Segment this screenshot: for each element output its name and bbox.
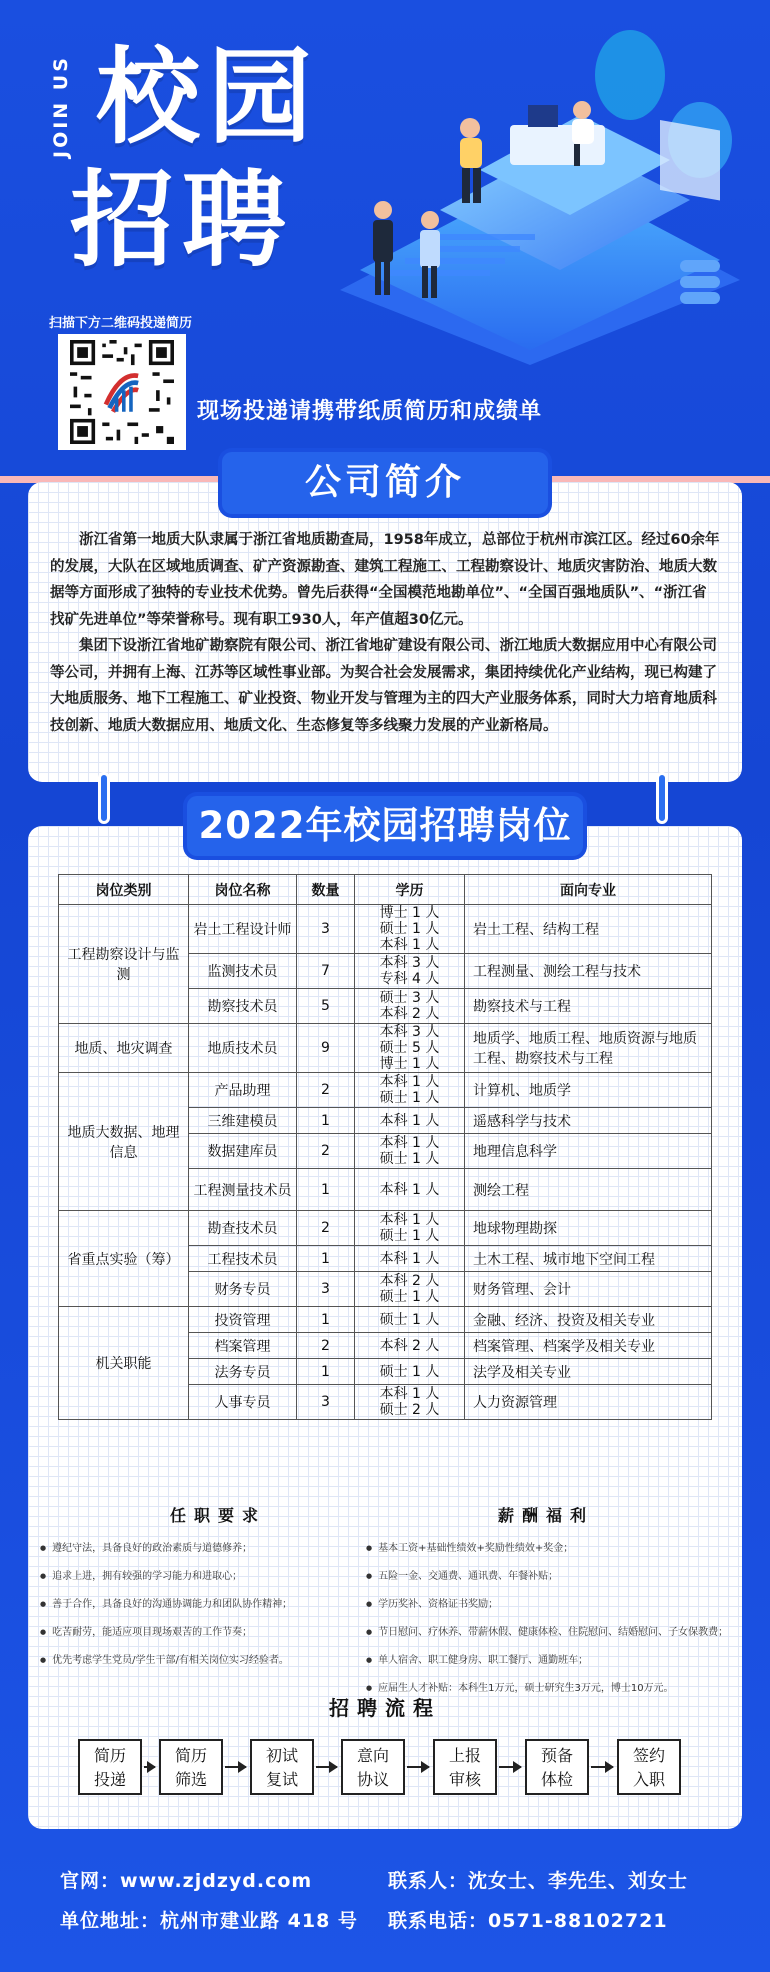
join-us-label: JOIN US bbox=[50, 55, 72, 158]
education-line: 本科 1 人 bbox=[379, 1250, 440, 1267]
table-header-row bbox=[59, 875, 712, 905]
benefit-item-text: ● 学历奖补、资格证书奖励； bbox=[378, 1598, 499, 1610]
major-cell: 地球物理勘探 bbox=[465, 1211, 712, 1246]
requirement-item bbox=[40, 1534, 360, 1562]
process-title: 招聘流程 bbox=[329, 1696, 441, 1720]
count-cell: 9 bbox=[297, 1024, 355, 1073]
count-cell: 1 bbox=[297, 1169, 355, 1211]
process-step bbox=[78, 1739, 142, 1795]
benefit-item bbox=[366, 1562, 738, 1590]
position-name-cell: 工程技术员 bbox=[189, 1246, 297, 1272]
phone-label: 联系电话： bbox=[388, 1910, 489, 1932]
position-name-cell: 投资管理 bbox=[189, 1307, 297, 1333]
education-line: 本科 1 人 bbox=[379, 1074, 440, 1090]
process-step-line: 签约 bbox=[632, 1746, 665, 1765]
education-cell bbox=[355, 1024, 465, 1073]
process-arrow bbox=[499, 1766, 521, 1768]
company-intro-heading: 公司简介 bbox=[222, 452, 548, 514]
education-line: 硕士 1 人 bbox=[379, 921, 440, 937]
education-line: 专科 4 人 bbox=[379, 971, 440, 987]
positions-table-body bbox=[59, 905, 712, 1420]
education-cell bbox=[355, 1307, 465, 1333]
requirement-item-text: ● 遵纪守法，具备良好的政治素质与道德修养； bbox=[52, 1542, 253, 1554]
process-step-line: 意向 bbox=[356, 1746, 389, 1765]
process-step-line: 体检 bbox=[540, 1770, 573, 1789]
benefit-item-text: ● 应届生人才补贴：本科生1万元，硕士研究生3万元，博士10万元。 bbox=[378, 1682, 674, 1694]
col-count: 数量 bbox=[297, 875, 355, 905]
table-row bbox=[59, 1073, 712, 1108]
scan-hint: 扫描下方二维码投递简历 bbox=[49, 316, 193, 331]
education-cell bbox=[355, 905, 465, 954]
website-label: 官网： bbox=[60, 1870, 121, 1892]
count-cell: 2 bbox=[297, 1134, 355, 1169]
isometric-office-illustration bbox=[320, 20, 750, 365]
bring-resume-note: 现场投递请携带纸质简历和成绩单 bbox=[197, 399, 543, 424]
position-name-cell: 档案管理 bbox=[189, 1333, 297, 1359]
position-name-cell: 勘查技术员 bbox=[189, 1211, 297, 1246]
category-cell: 工程勘察设计与监测 bbox=[59, 905, 189, 1024]
process-step bbox=[433, 1739, 497, 1795]
address-value: 杭州市建业路 418 号 bbox=[160, 1910, 358, 1932]
process-step bbox=[617, 1739, 681, 1795]
table-row bbox=[59, 905, 712, 954]
requirement-item-text: ● 吃苦耐劳，能适应项目现场艰苦的工作节奏； bbox=[52, 1626, 253, 1638]
education-cell bbox=[355, 1359, 465, 1385]
process-step-line: 筛选 bbox=[174, 1770, 207, 1789]
education-line: 硕士 3 人 bbox=[379, 990, 440, 1006]
major-cell: 遥感科学与技术 bbox=[465, 1108, 712, 1134]
requirements-list bbox=[40, 1534, 360, 1674]
education-line: 硕士 1 人 bbox=[379, 1289, 440, 1305]
education-cell bbox=[355, 989, 465, 1024]
benefits-list bbox=[366, 1534, 738, 1702]
position-name-cell: 三维建模员 bbox=[189, 1108, 297, 1134]
major-cell: 法学及相关专业 bbox=[465, 1359, 712, 1385]
education-line: 本科 1 人 bbox=[379, 1135, 440, 1151]
process-arrow bbox=[225, 1766, 246, 1768]
position-name-cell: 人事专员 bbox=[189, 1385, 297, 1420]
count-cell: 1 bbox=[297, 1359, 355, 1385]
education-line: 硕士 1 人 bbox=[379, 1363, 440, 1380]
phone-line bbox=[388, 1906, 668, 1933]
major-cell: 金融、经济、投资及相关专业 bbox=[465, 1307, 712, 1333]
count-cell: 3 bbox=[297, 1272, 355, 1307]
education-line: 博士 1 人 bbox=[379, 1056, 440, 1072]
process-step bbox=[525, 1739, 589, 1795]
col-position: 岗位名称 bbox=[189, 875, 297, 905]
education-line: 本科 1 人 bbox=[379, 937, 440, 953]
address-line bbox=[60, 1906, 358, 1933]
benefit-item-text: ● 单人宿舍、职工健身房、职工餐厅、通勤班车； bbox=[378, 1654, 589, 1666]
education-cell bbox=[355, 1246, 465, 1272]
phone-value[interactable]: 0571-88102721 bbox=[488, 1910, 668, 1932]
education-line: 本科 1 人 bbox=[379, 1212, 440, 1228]
benefit-item-text: ● 节日慰问、疗休养、带薪休假、健康体检、住院慰问、结婚慰问、子女保教费； bbox=[378, 1626, 729, 1638]
major-cell: 测绘工程 bbox=[465, 1169, 712, 1211]
count-cell: 1 bbox=[297, 1246, 355, 1272]
major-cell: 人力资源管理 bbox=[465, 1385, 712, 1420]
education-cell bbox=[355, 1169, 465, 1211]
col-category: 岗位类别 bbox=[59, 875, 189, 905]
positions-table bbox=[58, 874, 712, 1420]
intro-paragraph-1: 浙江省第一地质大队隶属于浙江省地质勘查局，1958年成立，总部位于杭州市滨江区。经过60余年的发展，大队在区域地质调查、矿产资源勘查、建筑工程施工、工程勘察设计、地质灾害防治、地质大数据等方面形成了独特的专业技术优势。曾先后获得“全国模范地勘单位”、“全国百强地质队”、“浙江省找矿先进单位”等荣誉称号。现有职工930人，年产值超30亿元。 bbox=[50, 532, 720, 628]
education-cell bbox=[355, 1333, 465, 1359]
requirement-item-text: ● 善于合作，具备良好的沟通协调能力和团队协作精神； bbox=[52, 1598, 293, 1610]
education-cell bbox=[355, 1211, 465, 1246]
count-cell: 7 bbox=[297, 954, 355, 989]
education-line: 本科 3 人 bbox=[379, 1024, 440, 1040]
count-cell: 1 bbox=[297, 1307, 355, 1333]
education-line: 本科 2 人 bbox=[379, 1006, 440, 1022]
major-cell: 土木工程、城市地下空间工程 bbox=[465, 1246, 712, 1272]
benefit-item bbox=[366, 1590, 738, 1618]
process-step-line: 投递 bbox=[93, 1770, 126, 1789]
binder-ring-right bbox=[656, 772, 668, 824]
process-step-line: 初试 bbox=[265, 1746, 298, 1765]
process-step-line: 审核 bbox=[448, 1770, 481, 1789]
qr-code[interactable] bbox=[58, 334, 186, 450]
position-name-cell: 财务专员 bbox=[189, 1272, 297, 1307]
benefit-item bbox=[366, 1534, 738, 1562]
process-step bbox=[250, 1739, 314, 1795]
process-step bbox=[341, 1739, 405, 1795]
table-row bbox=[59, 1024, 712, 1073]
education-line: 博士 1 人 bbox=[379, 905, 440, 921]
process-step-line: 协议 bbox=[356, 1770, 389, 1789]
education-line: 硕士 1 人 bbox=[379, 1151, 440, 1167]
requirement-item bbox=[40, 1590, 360, 1618]
education-line: 本科 2 人 bbox=[379, 1337, 440, 1354]
title-line2: 招聘 bbox=[70, 159, 295, 281]
table-row bbox=[59, 1307, 712, 1333]
count-cell: 3 bbox=[297, 905, 355, 954]
contact-value: 沈女士、李先生、刘女士 bbox=[468, 1870, 689, 1892]
benefit-item-text: ● 基本工资+基础性绩效+奖励性绩效+奖金； bbox=[378, 1542, 574, 1554]
process-arrow bbox=[144, 1766, 155, 1768]
company-intro-text bbox=[50, 527, 720, 739]
process-arrow bbox=[591, 1766, 613, 1768]
process-step-line: 入职 bbox=[632, 1770, 665, 1789]
requirement-item-text: ● 优先考虑学生党员/学生干部/有相关岗位实习经验者。 bbox=[52, 1654, 289, 1666]
website-link[interactable]: www.zjdzyd.com bbox=[120, 1870, 313, 1892]
major-cell: 地质学、地质工程、地质资源与地质工程、勘察技术与工程 bbox=[465, 1024, 712, 1073]
count-cell: 2 bbox=[297, 1073, 355, 1108]
position-name-cell: 法务专员 bbox=[189, 1359, 297, 1385]
requirements-title: 任职要求 bbox=[170, 1506, 267, 1525]
education-cell bbox=[355, 1385, 465, 1420]
education-line: 硕士 1 人 bbox=[379, 1090, 440, 1106]
education-line: 硕士 1 人 bbox=[379, 1311, 440, 1328]
major-cell: 工程测量、测绘工程与技术 bbox=[465, 954, 712, 989]
benefit-item bbox=[366, 1646, 738, 1674]
category-cell: 地质大数据、地理信息 bbox=[59, 1073, 189, 1211]
benefits-title: 薪酬福利 bbox=[498, 1506, 595, 1525]
position-name-cell: 数据建库员 bbox=[189, 1134, 297, 1169]
education-cell bbox=[355, 1272, 465, 1307]
major-cell: 岩土工程、结构工程 bbox=[465, 905, 712, 954]
major-cell: 勘察技术与工程 bbox=[465, 989, 712, 1024]
process-step-line: 预备 bbox=[540, 1746, 573, 1765]
contact-label: 联系人： bbox=[388, 1870, 469, 1892]
education-cell bbox=[355, 1108, 465, 1134]
benefit-item-text: ● 五险一金、交通费、通讯费、年餐补贴； bbox=[378, 1570, 559, 1582]
title-line1: 校园 bbox=[96, 36, 321, 158]
requirement-item bbox=[40, 1646, 360, 1674]
address-label: 单位地址： bbox=[60, 1910, 161, 1932]
position-name-cell: 地质技术员 bbox=[189, 1024, 297, 1073]
requirement-item-text: ● 追求上进，拥有较强的学习能力和进取心； bbox=[52, 1570, 243, 1582]
count-cell: 5 bbox=[297, 989, 355, 1024]
website-line bbox=[60, 1866, 312, 1893]
education-cell bbox=[355, 1073, 465, 1108]
major-cell: 档案管理、档案学及相关专业 bbox=[465, 1333, 712, 1359]
education-line: 本科 2 人 bbox=[379, 1273, 440, 1289]
requirement-item bbox=[40, 1618, 360, 1646]
intro-paragraph-2: 集团下设浙江省地矿勘察院有限公司、浙江省地矿建设有限公司、浙江地质大数据应用中心有限公司等公司，并拥有上海、江苏等区域性事业部。为契合社会发展需求，集团持续优化产业结构，现已构建了大地质服务、地下工程施工、矿业投资、物业开发与管理为主的四大产业服务体系，同时大力培育地质科技创新、地质大数据应用、地质文化、生态修复等多线聚力发展的产业新格局。 bbox=[50, 638, 717, 734]
process-arrow bbox=[316, 1766, 337, 1768]
process-step-line: 简历 bbox=[93, 1746, 126, 1765]
col-education: 学历 bbox=[355, 875, 465, 905]
major-cell: 计算机、地质学 bbox=[465, 1073, 712, 1108]
position-name-cell: 勘察技术员 bbox=[189, 989, 297, 1024]
position-name-cell: 工程测量技术员 bbox=[189, 1169, 297, 1211]
education-cell bbox=[355, 954, 465, 989]
benefit-item bbox=[366, 1618, 738, 1646]
process-step bbox=[159, 1739, 223, 1795]
process-step-line: 上报 bbox=[448, 1746, 481, 1765]
education-line: 本科 1 人 bbox=[379, 1181, 440, 1198]
position-name-cell: 岩土工程设计师 bbox=[189, 905, 297, 954]
qr-code-icon bbox=[64, 340, 180, 444]
education-line: 硕士 5 人 bbox=[379, 1040, 440, 1056]
requirement-item bbox=[40, 1562, 360, 1590]
education-line: 本科 1 人 bbox=[379, 1112, 440, 1129]
count-cell: 3 bbox=[297, 1385, 355, 1420]
count-cell: 2 bbox=[297, 1333, 355, 1359]
process-step-line: 复试 bbox=[265, 1770, 298, 1789]
count-cell: 2 bbox=[297, 1211, 355, 1246]
table-row bbox=[59, 1211, 712, 1246]
education-cell bbox=[355, 1134, 465, 1169]
category-cell: 省重点实验（筹） bbox=[59, 1211, 189, 1307]
major-cell: 地理信息科学 bbox=[465, 1134, 712, 1169]
education-line: 本科 1 人 bbox=[379, 1386, 440, 1402]
process-step-line: 简历 bbox=[174, 1746, 207, 1765]
education-line: 本科 3 人 bbox=[379, 955, 440, 971]
position-name-cell: 产品助理 bbox=[189, 1073, 297, 1108]
count-cell: 1 bbox=[297, 1108, 355, 1134]
category-cell: 机关职能 bbox=[59, 1307, 189, 1420]
process-arrow bbox=[407, 1766, 429, 1768]
contact-line bbox=[388, 1866, 688, 1893]
education-line: 硕士 2 人 bbox=[379, 1402, 440, 1418]
major-cell: 财务管理、会计 bbox=[465, 1272, 712, 1307]
category-cell: 地质、地灾调查 bbox=[59, 1024, 189, 1073]
positions-heading: 2022年校园招聘岗位 bbox=[187, 796, 583, 856]
education-line: 硕士 1 人 bbox=[379, 1228, 440, 1244]
col-major: 面向专业 bbox=[465, 875, 712, 905]
position-name-cell: 监测技术员 bbox=[189, 954, 297, 989]
binder-ring-left bbox=[98, 772, 110, 824]
